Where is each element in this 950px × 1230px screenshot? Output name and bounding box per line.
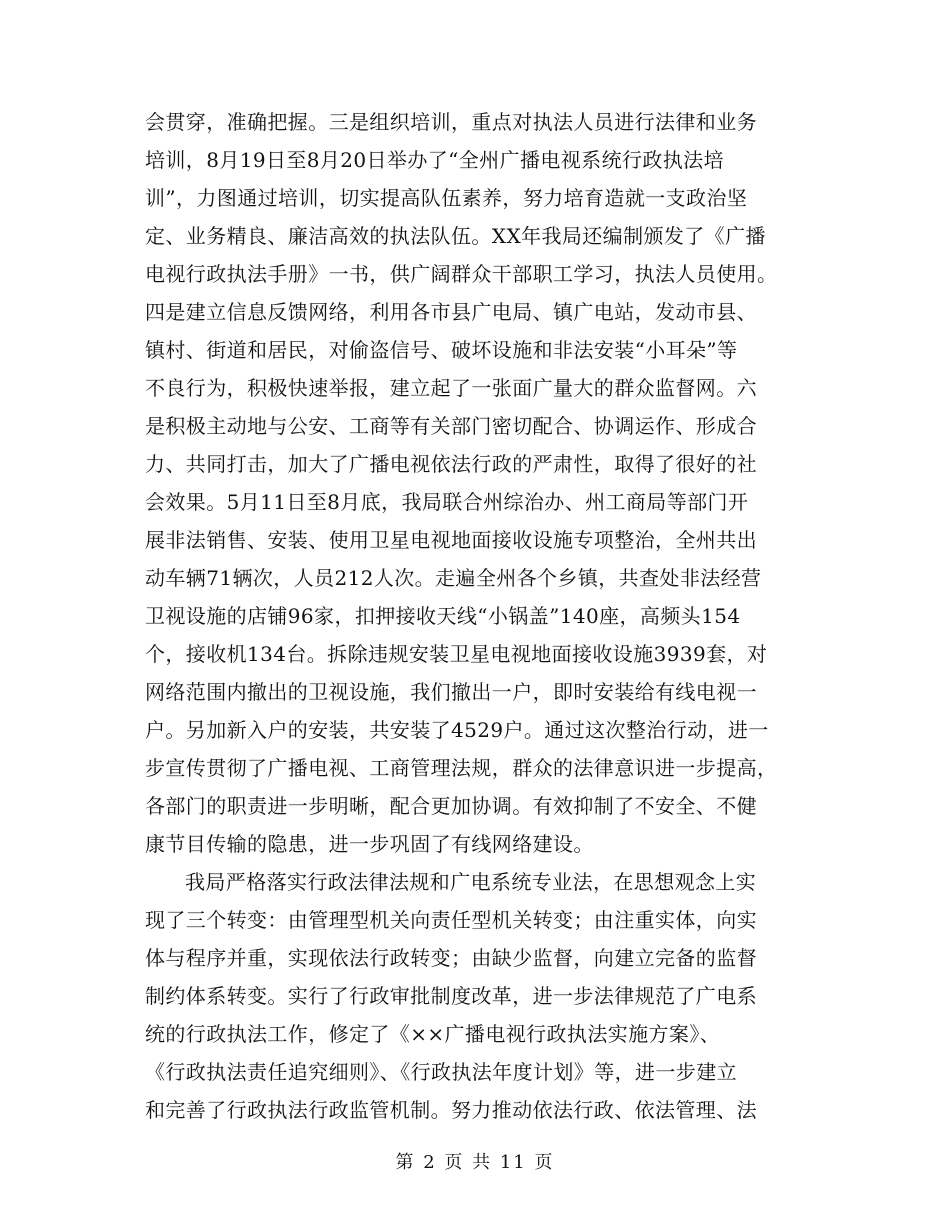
body-line-3: 训”，力图通过培训，切实提高队伍素养，努力培育造就一支政治坚 xyxy=(145,186,748,210)
body-line-27: 和完善了行政执法行政监管机制。努力推动依法行政、依法管理、法 xyxy=(145,1098,757,1122)
body-line-4: 定、业务精良、廉洁高效的执法队伍。XX年我局还编制颁发了《广播 xyxy=(145,224,766,248)
body-line-20: 康节目传输的隐患，进一步巩固了有线网络建设。 xyxy=(145,832,594,856)
body-line-26: 《行政执法责任追究细则》、《行政执法年度计划》等，进一步建立 xyxy=(145,1060,737,1084)
body-line-25: 统的行政执法工作，修定了《××广播电视行政执法实施方案》、 xyxy=(145,1022,721,1046)
body-line-5: 电视行政执法手册》一书，供广阔群众干部职工学习，执法人员使用。 xyxy=(145,262,778,286)
body-line-11: 会效果。5月11日至8月底，我局联合州综治办、州工商局等部门开 xyxy=(145,490,749,514)
body-line-6: 四是建立信息反馈网络，利用各市县广电局、镇广电站，发动市县、 xyxy=(145,300,757,324)
body-line-7: 镇村、街道和居民，对偷盗信号、破坏设施和非法安装“小耳朵”等 xyxy=(145,338,738,362)
body-line-14: 卫视设施的店铺96家，扣押接收天线“小锅盖”140座，高频头154 xyxy=(145,604,741,628)
body-line-13: 动车辆71辆次，人员212人次。走遍全州各个乡镇，共查处非法经营 xyxy=(145,566,762,590)
body-line-9: 是积极主动地与公安、工商等有关部门密切配合、协调运作、形成合 xyxy=(145,414,757,438)
body-line-1: 会贯穿，准确把握。三是组织培训，重点对执法人员进行法律和业务 xyxy=(145,110,757,134)
body-line-16: 网络范围内撤出的卫视设施，我们撤出一户，即时安装给有线电视一 xyxy=(145,680,757,704)
body-line-15: 个，接收机134台。拆除违规安装卫星电视地面接收设施3939套，对 xyxy=(145,642,768,666)
body-line-24: 制约体系转变。实行了行政审批制度改革，进一步法律规范了广电系 xyxy=(145,984,757,1008)
page-footer: 第 2 页 共 11 页 xyxy=(395,1152,555,1173)
body-line-2: 培训，8月19日至8月20日举办了“全州广播电视系统行政执法培 xyxy=(145,148,724,172)
body-line-10: 力、共同打击，加大了广播电视依法行政的严肃性，取得了很好的社 xyxy=(145,452,757,476)
body-line-12: 展非法销售、安装、使用卫星电视地面接收设施专项整治，全州共出 xyxy=(145,528,757,552)
body-line-18: 步宣传贯彻了广播电视、工商管理法规，群众的法律意识进一步提高， xyxy=(145,756,778,780)
body-line-19: 各部门的职责进一步明晰，配合更加协调。有效抑制了不安全、不健 xyxy=(145,794,757,818)
body-line-22: 现了三个转变：由管理型机关向责任型机关转变；由注重实体，向实 xyxy=(145,908,757,932)
body-line-23: 体与程序并重，实现依法行政转变；由缺少监督，向建立完备的监督 xyxy=(145,946,757,970)
body-line-8: 不良行为，积极快速举报，建立起了一张面广量大的群众监督网。六 xyxy=(145,376,757,400)
body-line-17: 户。另加新入户的安装，共安装了4529户。通过这次整治行动，进一 xyxy=(145,718,769,742)
body-line-21: 我局严格落实行政法律法规和广电系统专业法，在思想观念上实 xyxy=(185,870,757,894)
